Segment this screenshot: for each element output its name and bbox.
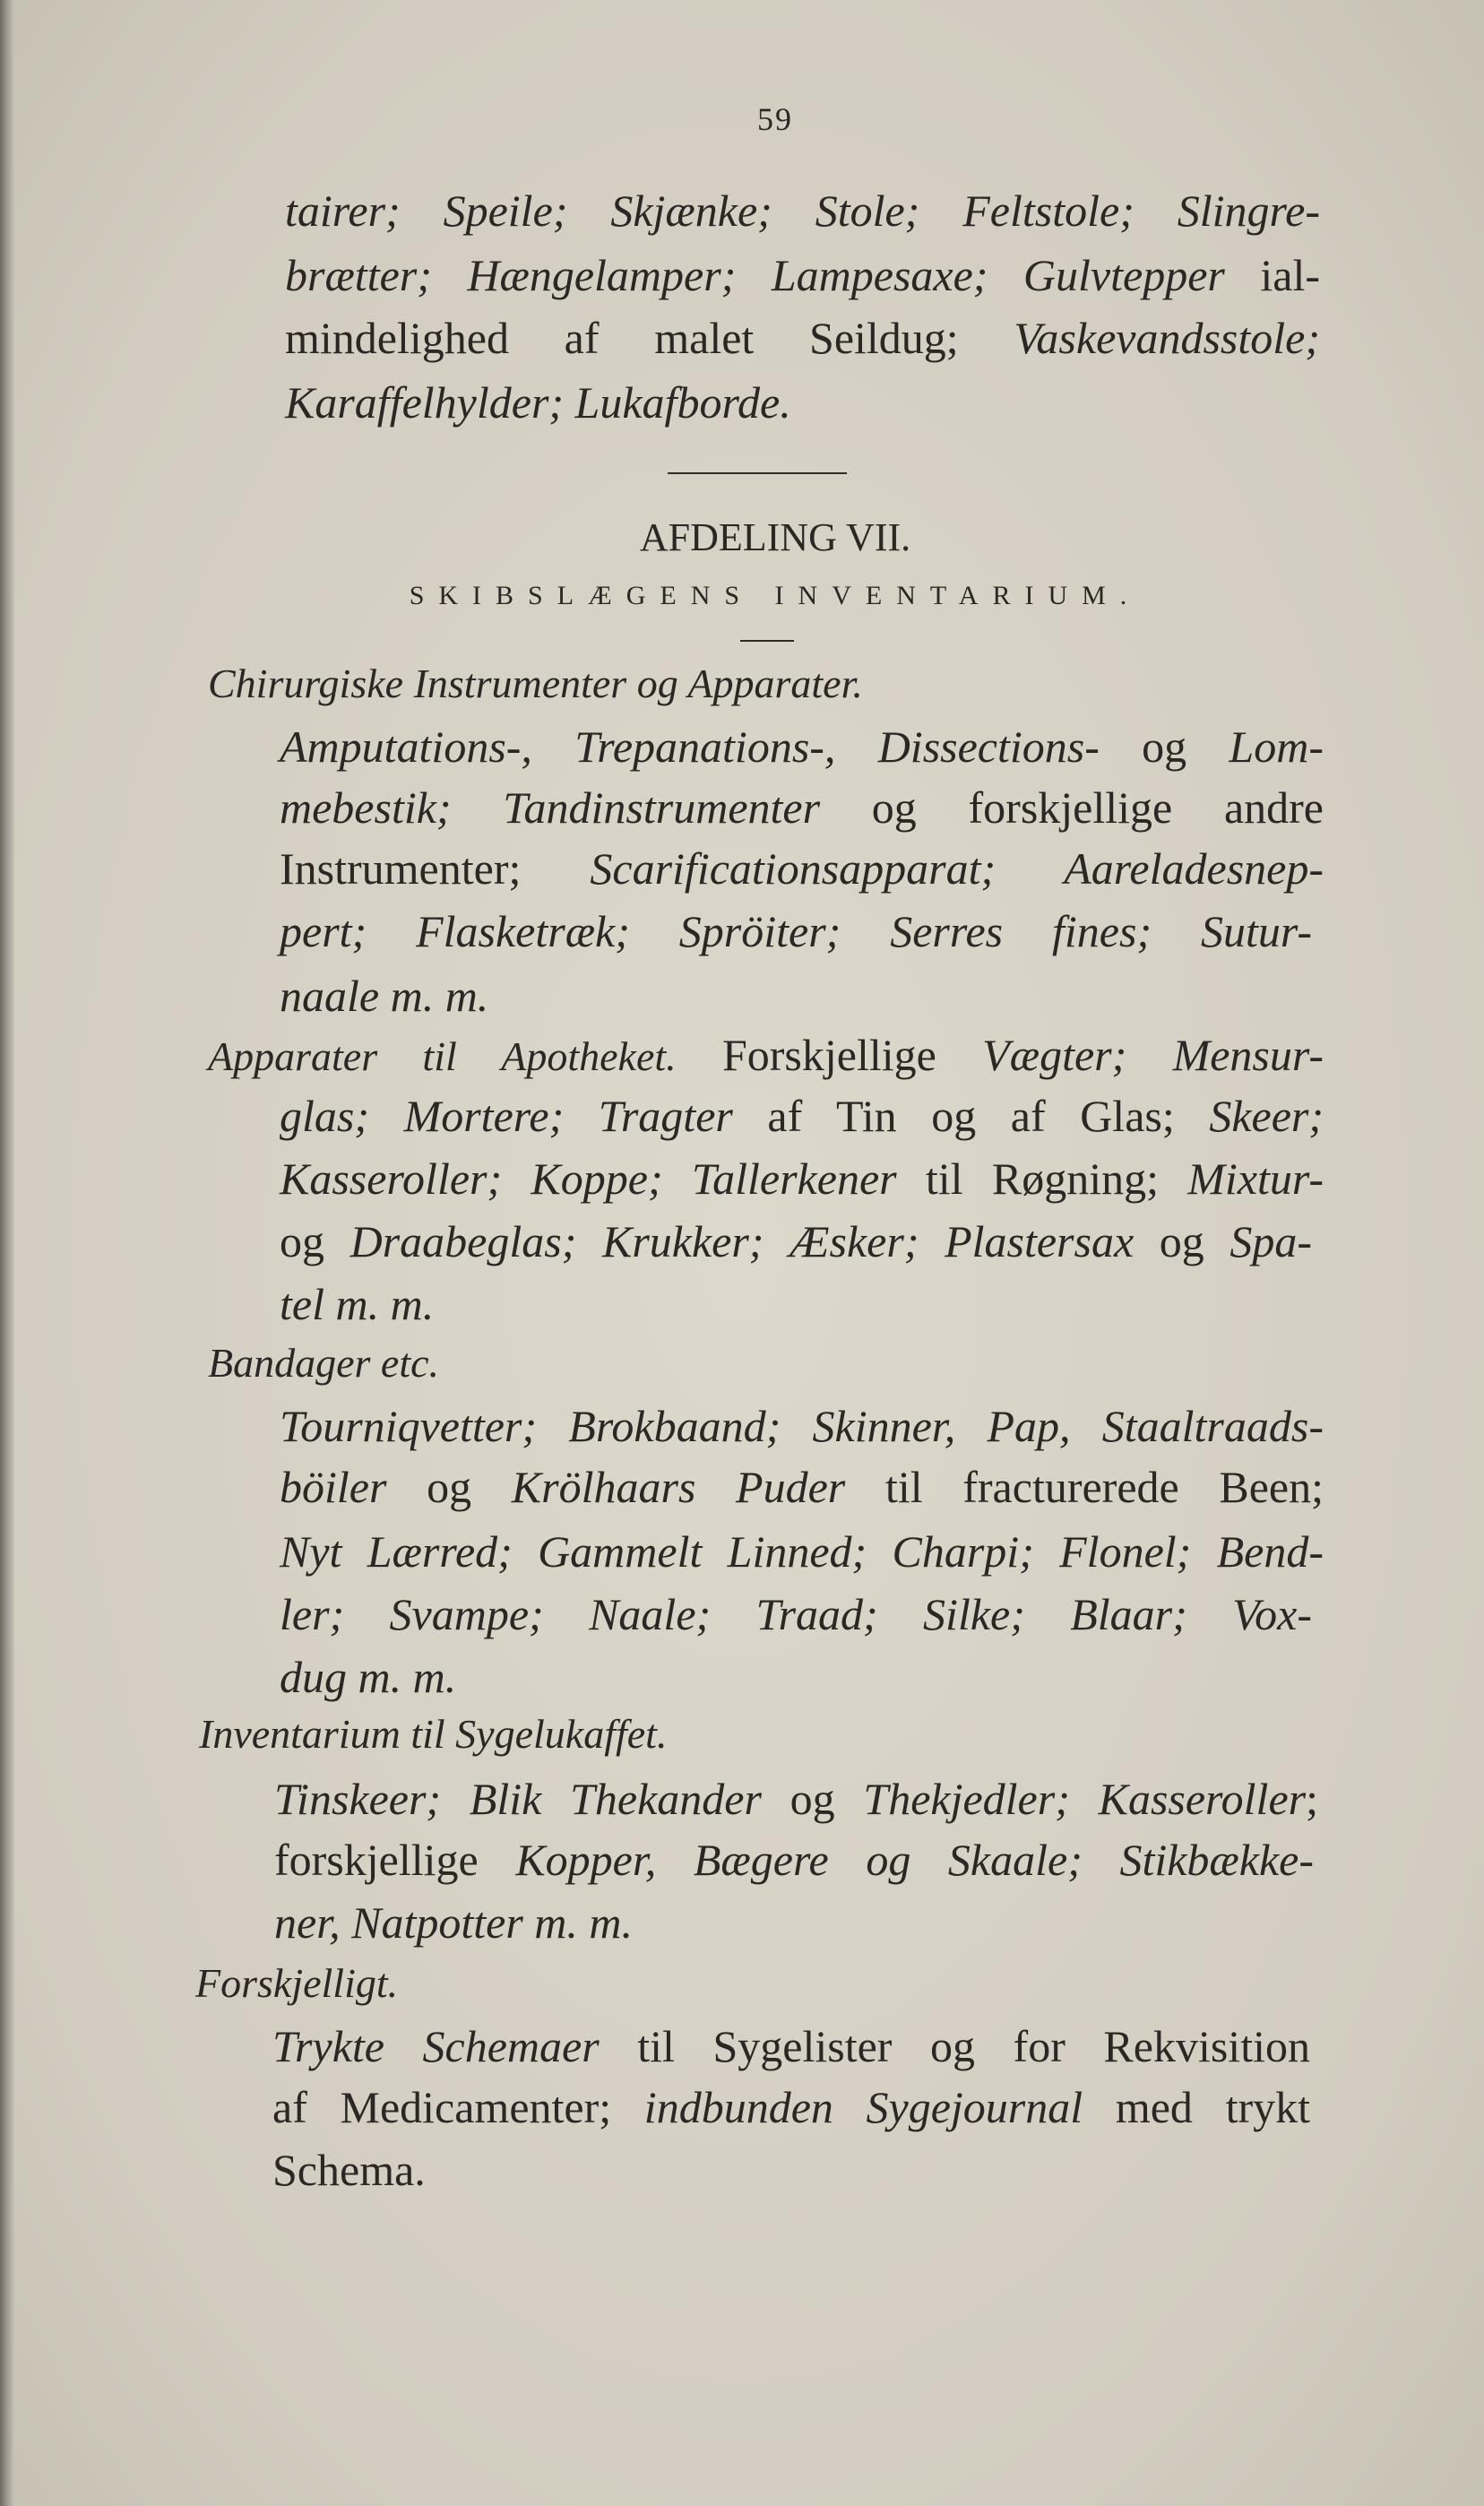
- text-line: mebestik; Tandinstrumenter og forskjellige andre: [280, 782, 1324, 833]
- text-line: mindelighed af malet Seildug; Vaskevandsstole;: [285, 313, 1320, 363]
- text-line: brætter; Hængelamper; Lampesaxe; Gulvtepper ial-: [285, 250, 1320, 300]
- subheading: Chirurgiske Instrumenter og Apparater.: [208, 661, 863, 706]
- title-divider: [740, 640, 794, 642]
- section-number: AFDELING VII.: [639, 515, 911, 559]
- text-line: Tourniqvetter; Brokbaand; Skinner, Pap, Staaltraads-: [280, 1401, 1324, 1451]
- subheading: Bandager etc.: [208, 1340, 440, 1386]
- text-line: Trykte Schemaer til Sygelister og for Rekvisition: [272, 2021, 1310, 2071]
- text-line: Apparater til Apotheket. Forskjellige Vægter; Mensur-: [208, 1030, 1324, 1080]
- subheading: Forskjelligt.: [195, 1960, 399, 2006]
- text-line: forskjellige Kopper, Bægere og Skaale; Stikbække-: [274, 1835, 1314, 1885]
- page-number: 59: [757, 101, 793, 137]
- text-line: böiler og Krölhaars Puder til fracturerede Been;: [280, 1462, 1324, 1512]
- section-divider: [668, 472, 847, 474]
- text-line: tel m. m.: [280, 1279, 435, 1329]
- text-line: Schema.: [272, 2145, 426, 2195]
- text-line: Tinskeer; Blik Thekander og Thekjedler; Kasseroller;: [274, 1774, 1318, 1824]
- text-line: ler; Svampe; Naale; Traad; Silke; Blaar; Vox-: [280, 1589, 1312, 1639]
- text-line: glas; Mortere; Tragter af Tin og af Glas; Skeer;: [280, 1091, 1324, 1141]
- text-line: ner, Natpotter m. m.: [274, 1897, 633, 1948]
- subheading: Inventarium til Sygelukaffet.: [199, 1711, 668, 1757]
- text-line: tairer; Speile; Skjænke; Stole; Feltstole; Slingre-: [285, 186, 1320, 236]
- text-line: Karaffelhylder; Lukafborde.: [285, 377, 791, 428]
- text-line: Instrumenter; Scarificationsapparat; Aareladesnep-: [280, 843, 1324, 894]
- book-gutter: [0, 0, 14, 2506]
- text-line: dug m. m.: [280, 1652, 457, 1702]
- text-line: Amputations-, Trepanations-, Dissections- og Lom-: [280, 722, 1324, 772]
- text-line: Kasseroller; Koppe; Tallerkener til Røgning; Mixtur-: [280, 1154, 1324, 1204]
- text-line: og Draabeglas; Krukker; Æsker; Plastersax og Spa-: [280, 1216, 1313, 1266]
- text-line: af Medicamenter; indbunden Sygejournal med trykt: [272, 2082, 1310, 2132]
- subheading: Apparater til Apotheket.: [208, 1033, 677, 1079]
- text-line: Nyt Lærred; Gammelt Linned; Charpi; Flonel; Bend-: [280, 1526, 1324, 1577]
- section-title: SKIBSLÆGENS INVENTARIUM.: [409, 581, 1142, 610]
- text-line: pert; Flasketræk; Spröiter; Serres fines; Sutur-: [280, 906, 1312, 956]
- text-line: naale m. m.: [280, 971, 489, 1021]
